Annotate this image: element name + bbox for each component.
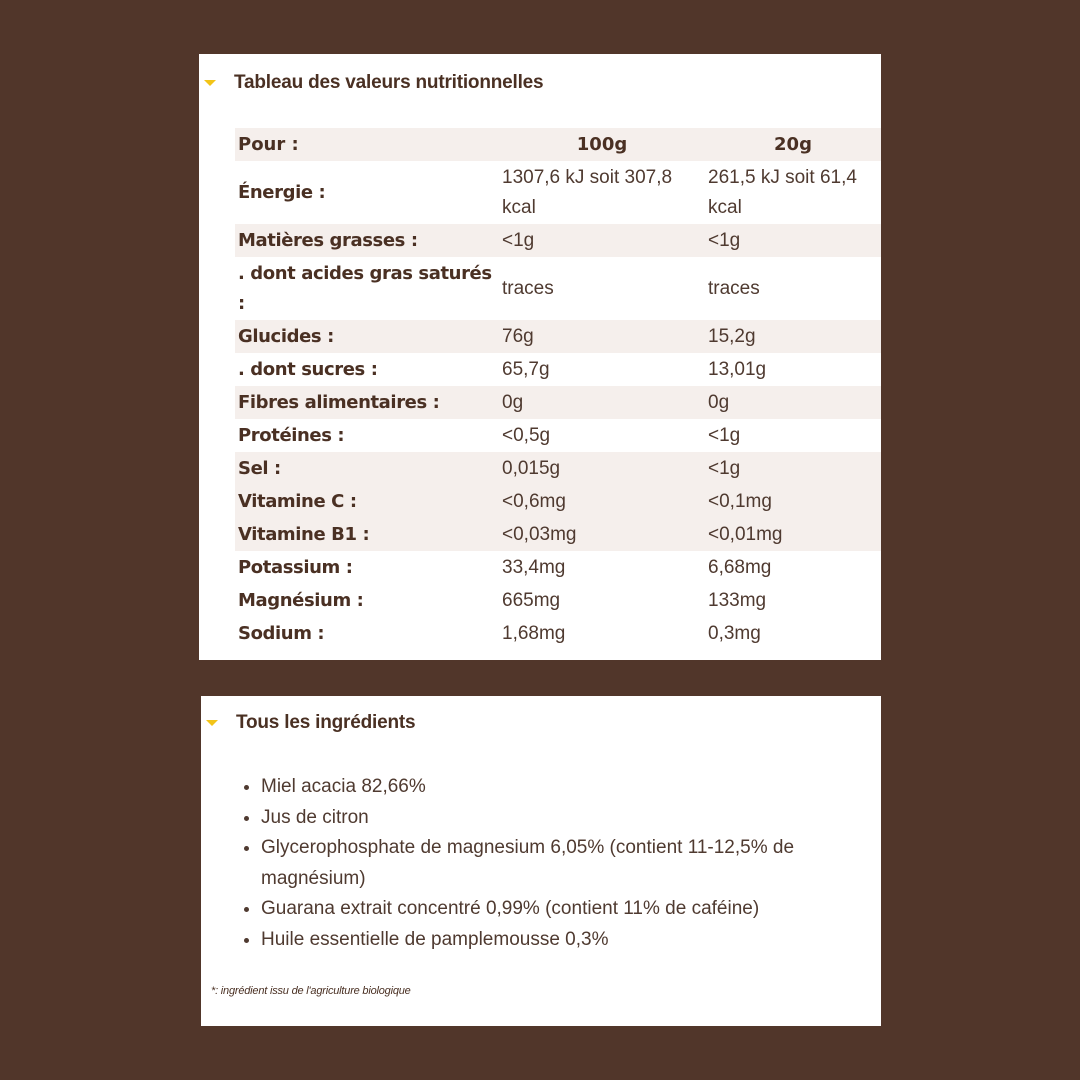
table-row: [235, 518, 881, 551]
list-item: • Miel acacia 82,66%: [261, 772, 861, 803]
nutrient-label: Magnésium :: [238, 589, 364, 611]
table-row: [235, 257, 881, 320]
value-20g: 15,2g: [708, 325, 756, 347]
value-100g: 76g: [502, 325, 534, 347]
list-item: • Guarana extrait concentré 0,99% (contient 11% de caféine): [261, 894, 861, 925]
list-item: • Huile essentielle de pamplemousse 0,3%: [261, 925, 861, 956]
ingredients-panel: [201, 696, 881, 1026]
table-row: [235, 452, 881, 485]
value-100g: 1307,6 kJ soit 307,8 kcal: [502, 166, 673, 218]
caret-down-icon: [204, 80, 216, 86]
table-row: [235, 161, 881, 224]
nutrient-label: Glucides :: [238, 325, 334, 347]
value-100g: <0,03mg: [502, 523, 577, 545]
value-20g: 13,01g: [708, 358, 767, 380]
nutrient-label: . dont sucres :: [238, 358, 378, 380]
nutrient-label: Fibres alimentaires :: [238, 391, 440, 413]
value-20g: <1g: [708, 424, 741, 446]
value-100g: <0,6mg: [502, 490, 566, 512]
value-20g: 0g: [708, 391, 730, 413]
nutrition-section-toggle[interactable]: [199, 72, 543, 94]
ingredients-section-toggle[interactable]: [201, 712, 415, 734]
value-20g: 6,68mg: [708, 556, 772, 578]
nutrition-table: [235, 128, 881, 650]
value-20g: 133mg: [708, 589, 767, 611]
ingredients-list: [239, 772, 861, 955]
value-20g: <1g: [708, 229, 741, 251]
value-20g: 0,3mg: [708, 622, 761, 644]
table-row: [235, 617, 881, 650]
header-label: Pour :: [238, 133, 299, 155]
table-row: [235, 353, 881, 386]
nutrient-label: Sel :: [238, 457, 281, 479]
table-row: [235, 551, 881, 584]
nutrient-label: Vitamine B1 :: [238, 523, 370, 545]
table-row: [235, 386, 881, 419]
ingredients-title: Tous les ingrédients: [236, 712, 416, 733]
organic-footnote: *: ingrédient issu de l'agriculture biologique: [211, 985, 411, 997]
nutrient-label: Vitamine C :: [238, 490, 357, 512]
nutrient-label: Matières grasses :: [238, 229, 418, 251]
value-100g: <0,5g: [502, 424, 551, 446]
value-100g: 33,4mg: [502, 556, 566, 578]
list-item: • Jus de citron: [261, 803, 861, 834]
table-header-row: [235, 128, 881, 161]
table-row: [235, 584, 881, 617]
value-100g: 0g: [502, 391, 524, 413]
nutrition-title: Tableau des valeurs nutritionnelles: [234, 72, 544, 93]
nutrient-label: Protéines :: [238, 424, 345, 446]
value-100g: <1g: [502, 229, 535, 251]
table-row: [235, 224, 881, 257]
value-20g: <0,01mg: [708, 523, 783, 545]
nutrient-label: Potassium :: [238, 556, 353, 578]
header-20g: 20g: [774, 133, 812, 155]
value-100g: 0,015g: [502, 457, 561, 479]
nutrient-label: Énergie :: [238, 181, 326, 203]
list-item: • Glycerophosphate de magnesium 6,05% (contient 11-12,5% de magnésium): [261, 833, 861, 894]
value-20g: 261,5 kJ soit 61,4 kcal: [708, 166, 857, 218]
caret-down-icon: [206, 720, 218, 726]
table-row: [235, 320, 881, 353]
value-20g: <0,1mg: [708, 490, 772, 512]
value-20g: <1g: [708, 457, 741, 479]
value-20g: traces: [708, 277, 760, 299]
nutrient-label: . dont acides gras saturés :: [238, 262, 492, 314]
nutrition-panel: [199, 54, 881, 660]
value-100g: 665mg: [502, 589, 561, 611]
header-100g: 100g: [576, 133, 628, 155]
table-row: [235, 485, 881, 518]
nutrient-label: Sodium :: [238, 622, 325, 644]
value-100g: 65,7g: [502, 358, 550, 380]
value-100g: 1,68mg: [502, 622, 566, 644]
table-row: [235, 419, 881, 452]
value-100g: traces: [502, 277, 554, 299]
